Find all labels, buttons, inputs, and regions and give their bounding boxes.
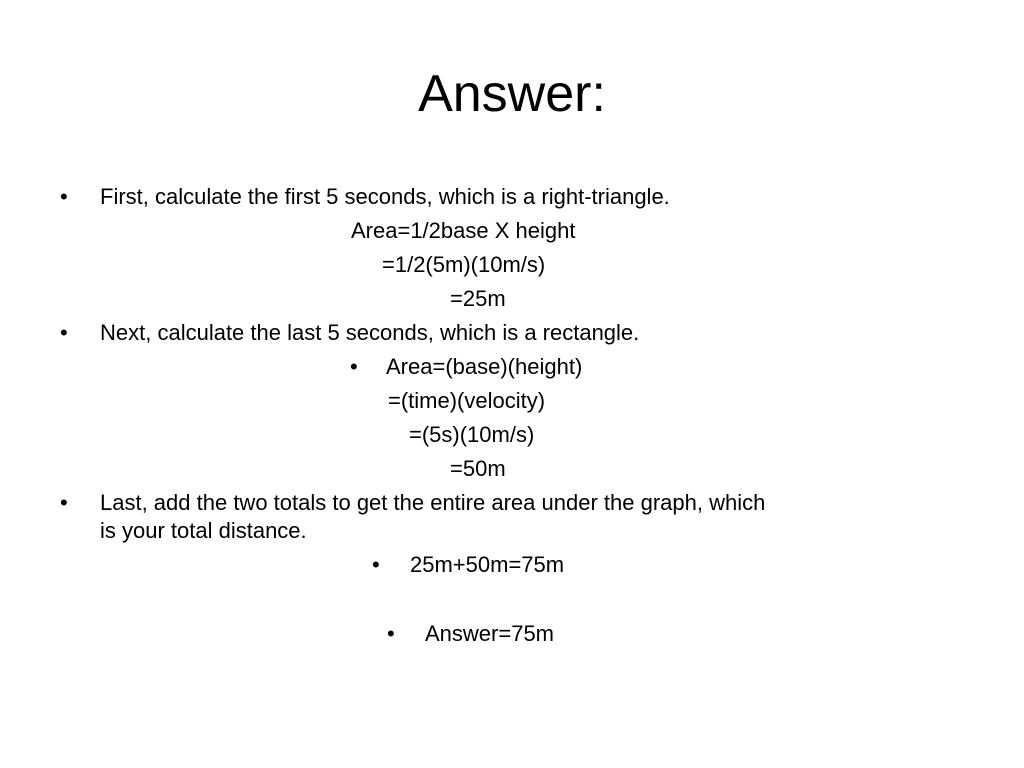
formula-line: =25m xyxy=(450,286,506,311)
formula-line: Area=(base)(height) xyxy=(386,354,583,379)
formula-line: =(time)(velocity) xyxy=(388,388,546,413)
bullet-text-last-line2: is your total distance. xyxy=(100,518,307,543)
bullet-text-first: First, calculate the first 5 seconds, which is a right-triangle. xyxy=(100,184,670,209)
formula-line: Area=1/2base X height xyxy=(351,218,576,243)
formula-line: =1/2(5m)(10m/s) xyxy=(382,252,546,277)
formula-line: =(5s)(10m/s) xyxy=(409,422,535,447)
bullet-icon: • xyxy=(60,320,68,345)
bullet-icon: • xyxy=(372,552,380,577)
bullet-icon: • xyxy=(387,621,395,646)
formula-line: 25m+50m=75m xyxy=(410,552,565,577)
formula-line: =50m xyxy=(450,456,506,481)
bullet-text-next: Next, calculate the last 5 seconds, which is a rectangle. xyxy=(100,320,640,345)
final-answer: Answer=75m xyxy=(425,621,555,646)
bullet-icon: • xyxy=(60,184,68,209)
bullet-text-last-line1: Last, add the two totals to get the entire area under the graph, which xyxy=(100,490,766,515)
bullet-icon: • xyxy=(350,354,358,379)
bullet-icon: • xyxy=(60,490,68,515)
slide-title: Answer: xyxy=(418,65,606,123)
